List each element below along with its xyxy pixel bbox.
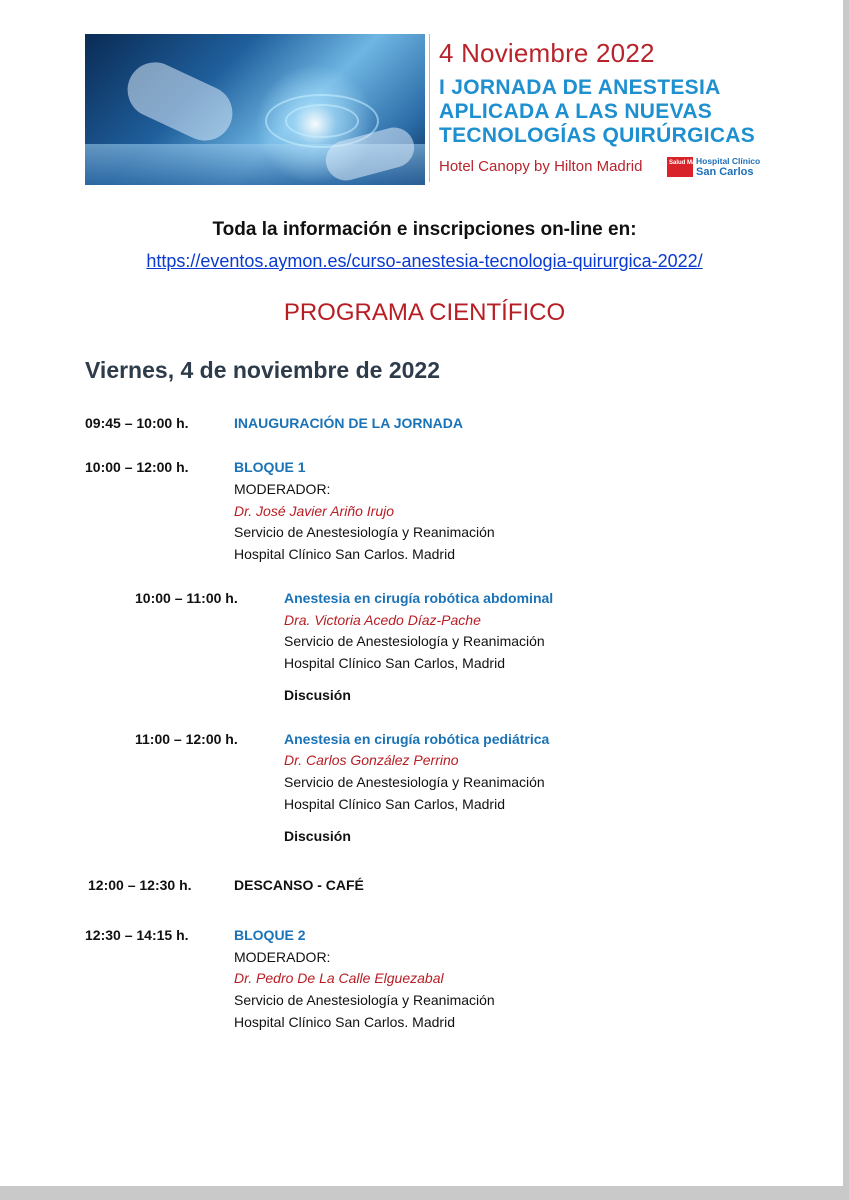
session-inauguracion: INAUGURACIÓN DE LA JORNADA	[234, 415, 463, 431]
day-title: Viernes, 4 de noviembre de 2022	[85, 357, 440, 383]
session-bloque-1: BLOQUE 1	[234, 459, 306, 475]
moderador-label: MODERADOR:	[234, 481, 331, 497]
talk-service: Servicio de Anestesiología y Reanimación	[284, 774, 545, 790]
registration-link[interactable]: https://eventos.aymon.es/curso-anestesia-tecnologia-quirurgica-2022/	[146, 251, 703, 271]
moderador-service: Servicio de Anestesiología y Reanimación	[234, 524, 495, 540]
time-bloque-1: 10:00 – 12:00 h.	[85, 459, 189, 475]
time-bloque-2: 12:30 – 14:15 h.	[85, 927, 189, 943]
session-descanso: DESCANSO - CAFÉ	[234, 877, 364, 893]
event-date: 4 Noviembre 2022	[439, 38, 655, 68]
session-bloque-2: BLOQUE 2	[234, 927, 306, 943]
event-title	[439, 76, 769, 148]
moderador-hospital: Hospital Clínico San Carlos. Madrid	[234, 1014, 455, 1030]
talk-speaker: Dr. Carlos González Perrino	[284, 752, 459, 768]
moderador-service: Servicio de Anestesiología y Reanimación	[234, 992, 495, 1008]
section-title: PROGRAMA CIENTÍFICO	[283, 299, 566, 326]
logo-line-1: Hospital Clínico	[696, 156, 761, 166]
talk-service: Servicio de Anestesiología y Reanimación	[284, 633, 545, 649]
event-title-line: TECNOLOGÍAS QUIRÚRGICAS	[439, 124, 756, 147]
time-talk-2: 11:00 – 12:00 h.	[135, 731, 238, 747]
event-title-line: APLICADA A LAS NUEVAS	[439, 100, 713, 123]
logo-line-2: San Carlos	[696, 166, 754, 178]
talk-title: Anestesia en cirugía robótica pediátrica	[284, 731, 550, 747]
time-talk-1: 10:00 – 11:00 h.	[135, 590, 238, 606]
event-venue: Hotel Canopy by Hilton Madrid	[439, 158, 643, 175]
talk-discussion: Discusión	[284, 828, 351, 844]
talk-discussion: Discusión	[284, 687, 351, 703]
time-inauguracion: 09:45 – 10:00 h.	[85, 415, 189, 431]
moderador-name: Dr. José Javier Ariño Irujo	[234, 503, 395, 519]
talk-hospital: Hospital Clínico San Carlos, Madrid	[284, 655, 505, 671]
info-line: Toda la información e inscripciones on-line en:	[212, 219, 637, 240]
moderador-label: MODERADOR:	[234, 949, 331, 965]
moderador-hospital: Hospital Clínico San Carlos. Madrid	[234, 546, 455, 562]
talk-hospital: Hospital Clínico San Carlos, Madrid	[284, 796, 505, 812]
logo-mark-text: Salud Madrid	[669, 160, 707, 166]
talk-title: Anestesia en cirugía robótica abdominal	[284, 590, 554, 606]
talk-speaker: Dra. Victoria Acedo Díaz-Pache	[284, 612, 481, 628]
hospital-logo	[667, 155, 762, 179]
surgery-hologram-image	[85, 34, 425, 185]
moderador-name: Dr. Pedro De La Calle Elguezabal	[234, 970, 444, 986]
event-title-line: I JORNADA DE ANESTESIA	[439, 76, 721, 99]
banner-divider	[429, 34, 430, 182]
time-descanso: 12:00 – 12:30 h.	[88, 877, 192, 893]
